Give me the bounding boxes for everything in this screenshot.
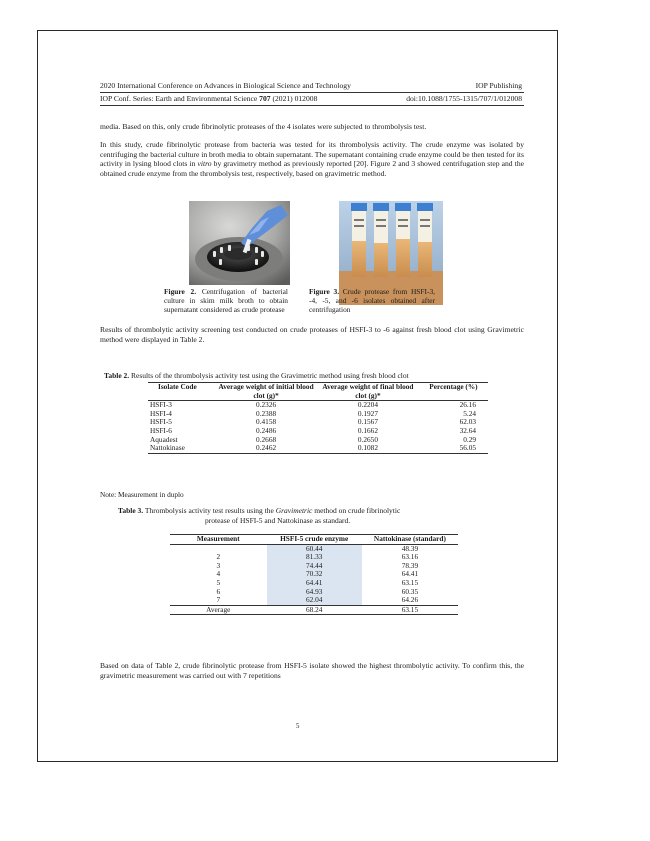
table-row: 6 64.93 60.35 (216, 586, 419, 596)
table-2-note: Note: Measurement in duplo (100, 490, 184, 499)
table-3-header-nattokinase: Nattokinase (standard) (373, 534, 446, 543)
table-2-header-isolate: Isolate Code (158, 382, 197, 391)
running-header-conference: 2020 International Conference on Advances in Biological Science and Technology (100, 81, 351, 90)
table-row: 60.44 48.39 (170, 544, 458, 553)
table-row: HSFI-3 0.2326 0.2204 26.16 (150, 400, 476, 410)
table-2-caption: Table 2. Results of the thrombolysis activity test using the Gravimetric method using fresh blood clot (104, 371, 409, 380)
table-row: 3 74.44 78.39 (216, 560, 419, 570)
table-row: Aquadest 0.2668 0.2650 0.29 (150, 434, 476, 444)
figure-3-caption: Figure 3. Crude protease from HSFI-3, -4, -5, and -6 isolates obtained after centrifugation (309, 287, 435, 315)
tube-2 (373, 203, 389, 277)
paragraph-results: Results of thrombolytic activity screening test conducted on crude proteases of HSFI-3 to -6 against fresh blood clot using Gravimetric method were displayed in Table 2. (100, 325, 524, 344)
table-3-average-row: Average 68.24 63.15 (170, 605, 458, 615)
table-3-caption-line2: protease of HSFI-5 and Nattokinase as standard. (205, 516, 351, 525)
table-row: HSFI-6 0.2486 0.1662 32.64 (150, 425, 476, 435)
running-header-publisher: IOP Publishing (475, 81, 522, 90)
paragraph-method: In this study, crude fibrinolytic protease from bacteria was tested for its thrombolysis activity. The crude enzyme was isolated by centrifuging the bacterial culture in broth media to obtain supernatant. The supernatant containing crude enzyme could be then tested for its activity in lysing blood clots in vitro by gravimetry method as previously reported [20]. Figure 2 and 3 showed centrifugation step and the obtained crude enzyme from the thrombolysis test, respectively, based on gravimetric method. (100, 140, 524, 178)
volume-number: 707 (259, 94, 271, 103)
table-row: HSFI-5 0.4158 0.1567 62.03 (150, 417, 476, 427)
paper-page (37, 30, 558, 762)
table-row: 7 62.04 64.26 (216, 595, 419, 605)
tube-1 (351, 203, 367, 277)
table-2-header-initial: Average weight of initial blood clot (g)* (218, 382, 314, 400)
header-rule-top (100, 92, 524, 93)
table-3-header-hsfi5: HSFI-5 crude enzyme (280, 534, 349, 543)
table-3-header-measurement: Measurement (196, 534, 240, 543)
table-row: Nattokinase 0.2462 0.1082 56.05 (150, 443, 476, 453)
tube-4 (417, 203, 433, 277)
centrifuge-image (189, 201, 290, 285)
paragraph-conclusion: Based on data of Table 2, crude fibrinolytic protease from HSFI-5 isolate showed the highest thrombolytic activity. To confirm this, the gravimetric measurement was carried out with 7 repetitions (100, 661, 524, 680)
running-header-doi: doi:10.1088/1755-1315/707/1/012008 (406, 94, 522, 103)
page-number: 5 (296, 723, 300, 730)
table-2-header-final: Average weight of final blood clot (g)* (322, 382, 414, 400)
table-2 (148, 382, 488, 454)
table-3 (170, 534, 458, 615)
table-row: HSFI-4 0.2388 0.1927 5.24 (150, 408, 476, 418)
table-row: 4 70.32 64.41 (216, 569, 419, 579)
tube-3 (395, 203, 411, 277)
header-rule-bottom (100, 105, 524, 106)
figure-2-caption: Figure 2. Centrifugation of bacterial culture in skim milk broth to obtain supernatant considered as crude protease (164, 287, 288, 315)
figure-2-centrifuge-photo (189, 201, 290, 285)
table-3-caption-line1: Table 3. Thrombolysis activity test results using the Gravimetric method on crude fibrinolytic (118, 506, 401, 515)
table-row: 5 64.41 63.15 (216, 577, 419, 587)
table-row: 2 81.33 63.16 (216, 552, 419, 562)
running-header-series: IOP Conf. Series: Earth and Environmental Science 707 (2021) 012008 (100, 94, 318, 103)
table-2-header-percentage: Percentage (%) (429, 382, 478, 391)
paragraph-intro: media. Based on this, only crude fibrinolytic proteases of the 4 isolates were subjected to thrombolysis test. (100, 122, 427, 131)
